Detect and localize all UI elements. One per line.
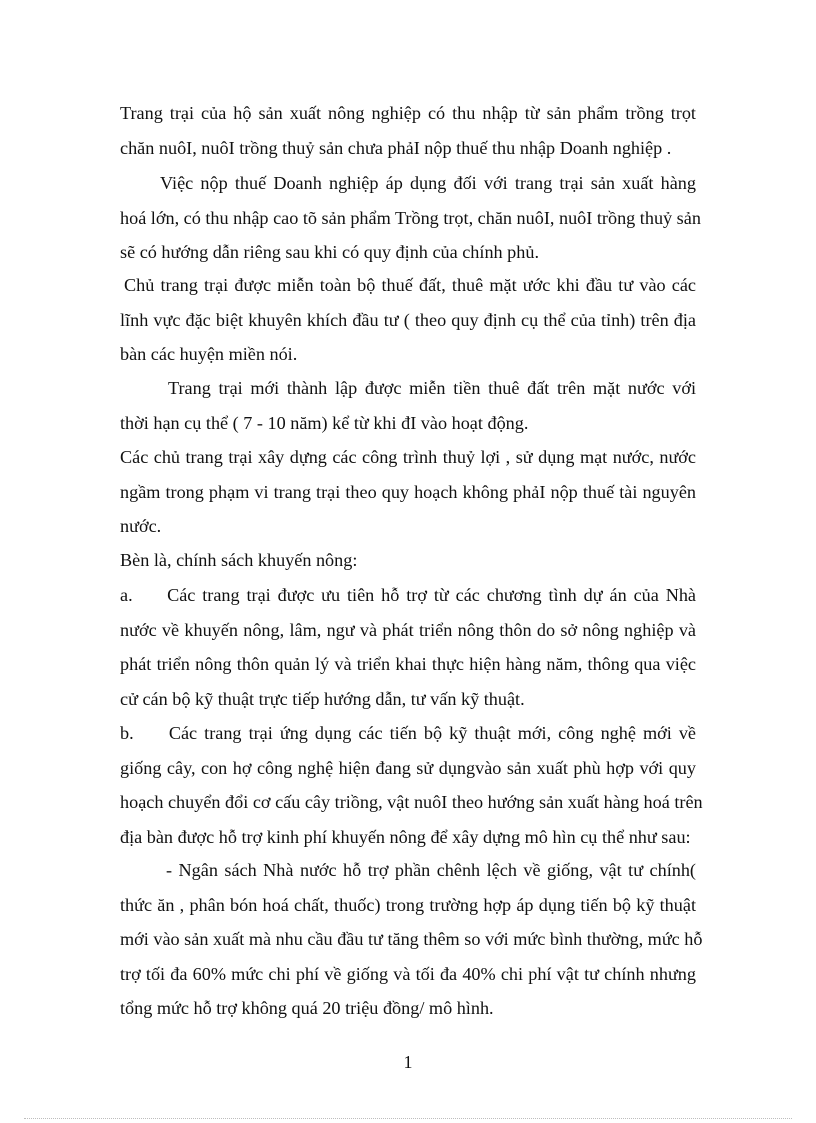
paragraph-8 (120, 716, 703, 854)
text-line: chăn nuôI, nuôI trồng thuỷ sản chưa phảI nộp thuế thu nhập Doanh nghiệp . (120, 137, 672, 158)
text-line: sẽ có hướng dẫn riêng sau khi có quy định của chính phủ. (120, 242, 540, 262)
page-boundary-rule (24, 1118, 792, 1119)
text-line: nước về khuyến nông, lâm, ngư và phát triển nông thôn do sở nông nghiệp và (120, 619, 696, 640)
text-line: thời hạn cụ thể ( 7 - 10 năm) kể từ khi đI vào hoạt động. (120, 412, 529, 433)
text-line: Việc nộp thuế Doanh nghiệp áp dụng đối với trang trại sản xuất hàng (160, 173, 696, 193)
text-line: nước. (120, 516, 162, 536)
paragraph-6 (120, 543, 696, 578)
text-line: bàn các huyện miền nói. (120, 344, 298, 364)
text-line: - Ngân sách Nhà nước hỗ trợ phần chênh lệch về giống, vật tư chính( (166, 860, 696, 880)
text-line: b. Các trang trại ứng dụng các tiến bộ kỹ thuật mới, công nghệ mới về (120, 723, 696, 743)
text-line: mới vào sản xuất mà nhu cầu đầu tư tăng thêm so với mức bình thường, mức hỗ (120, 929, 703, 949)
text-line: Trang trại mới thành lập được miễn tiền thuê đất trên mặt nước với (168, 378, 696, 398)
text-line: Các chủ trang trại xây dựng các công trình thuỷ lợi , sử dụng mạt nước, nước (120, 447, 696, 467)
paragraph-1 (120, 96, 696, 165)
text-line: Chủ trang trại được miễn toàn bộ thuế đất, thuê mặt ước khi đầu tư vào các (124, 275, 696, 295)
text-line: lĩnh vực đặc biệt khuyên khích đầu tư ( theo quy định cụ thể của tỉnh) trên địa (120, 309, 696, 330)
paragraph-3 (120, 268, 696, 372)
text-line: thức ăn , phân bón hoá chất, thuốc) trong trường hợp áp dụng tiến bộ kỹ thuật (120, 894, 696, 915)
text-line: phát triển nông thôn quản lý và triển khai thực hiện hàng năm, thông qua việc (120, 654, 696, 674)
text-line: a. Các trang trại được ưu tiên hỗ trợ từ các chương tình dự án của Nhà (120, 585, 696, 605)
page-number: 1 (403, 1052, 413, 1072)
paragraph-7 (120, 578, 696, 716)
text-line: Bèn là, chính sách khuyến nông: (120, 550, 358, 570)
text-line: giống cây, con hợ công nghệ hiện đang sử dụngvào sản xuất phù hợp với quy (120, 757, 696, 778)
text-line: cử cán bộ kỹ thuật trực tiếp hướng dẫn, tư vấn kỹ thuật. (120, 688, 525, 709)
text-line: Trang trại của hộ sản xuất nông nghiệp có thu nhập từ sản phẩm trồng trọt (120, 103, 696, 123)
paragraph-9 (120, 853, 703, 1026)
text-line: ngầm trong phạm vi trang trại theo quy hoạch không phảI nộp thuế tài nguyên (120, 481, 696, 502)
paragraph-4 (120, 371, 696, 440)
text-line: địa bàn được hỗ trợ kinh phí khuyến nông để xây dựng mô hìn cụ thể như sau: (120, 826, 691, 847)
paragraph-2 (120, 166, 701, 270)
text-line: hoạch chuyển đổi cơ cấu cây triồng, vật nuôI theo hướng sản xuất hàng hoá trên (120, 792, 703, 812)
text-line: hoá lớn, có thu nhập cao tõ sản phẩm Trồng trọt, chăn nuôI, nuôI trồng thuỷ sản (120, 207, 701, 228)
text-line: trợ tối đa 60% mức chi phí về giống và tối đa 40% chi phí vật tư chính nhưng (120, 963, 696, 984)
text-line: tổng mức hỗ trợ không quá 20 triệu đồng/ mô hình. (120, 998, 494, 1018)
paragraph-5 (120, 440, 696, 544)
